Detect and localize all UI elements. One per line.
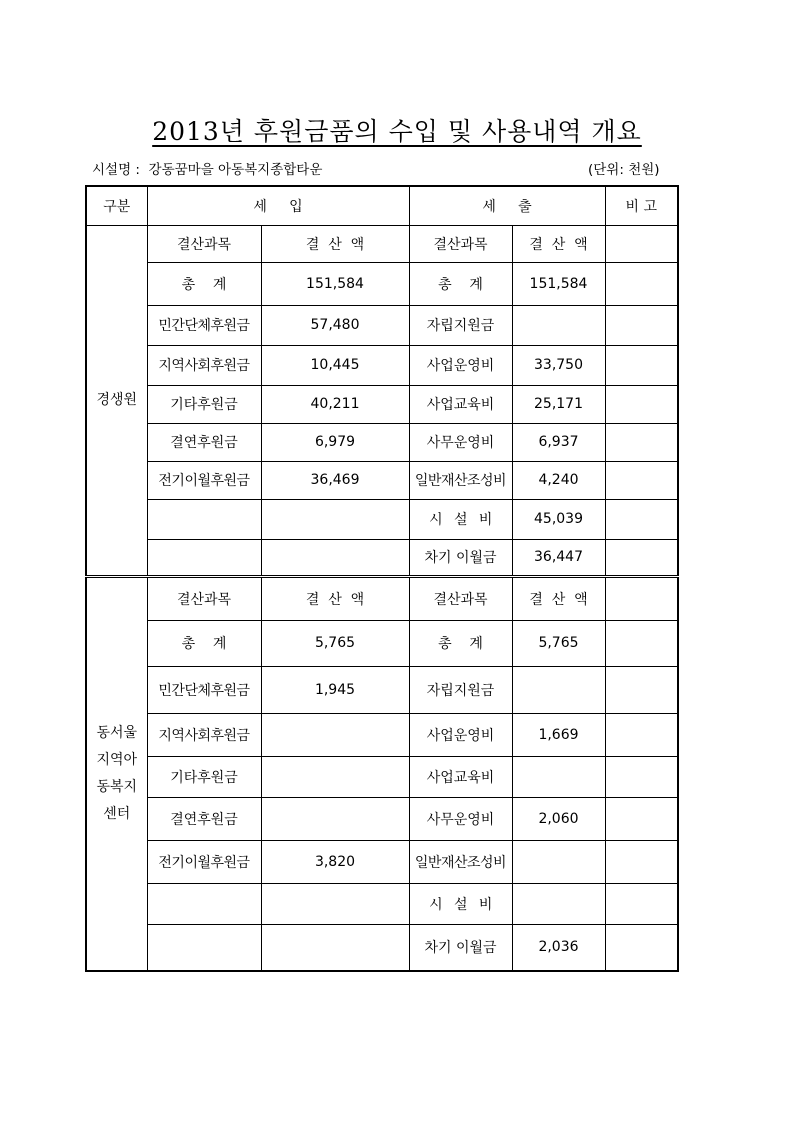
header-remarks: 비 고	[605, 186, 678, 225]
expense-item: 사업교육비	[409, 756, 512, 797]
table-row	[86, 713, 678, 756]
expense-item: 사업운영비	[409, 713, 512, 756]
remarks-cell	[605, 345, 678, 385]
remarks-cell	[605, 666, 678, 713]
income-amount: 1,945	[261, 666, 409, 713]
expense-item: 차기 이월금	[409, 539, 512, 576]
table-row	[86, 797, 678, 840]
income-item: 결연후원금	[147, 797, 261, 840]
subheader-expense-amount: 결 산 액	[512, 225, 605, 262]
income-amount: 10,445	[261, 345, 409, 385]
subheader-row	[86, 576, 678, 620]
expense-item: 사업교육비	[409, 385, 512, 423]
income-amount: 57,480	[261, 305, 409, 345]
income-amount	[261, 883, 409, 924]
expense-amount: 6,937	[512, 423, 605, 461]
header-income: 세 입	[147, 186, 409, 225]
subheader-row	[86, 225, 678, 262]
expense-amount: 5,765	[512, 620, 605, 666]
income-item: 총 계	[147, 262, 261, 305]
remarks-cell	[605, 924, 678, 971]
expense-item: 사무운영비	[409, 423, 512, 461]
header-expense: 세 출	[409, 186, 605, 225]
remarks-cell	[605, 262, 678, 305]
income-amount	[261, 797, 409, 840]
remarks-cell	[605, 576, 678, 620]
expense-item: 자립지원금	[409, 666, 512, 713]
subheader-expense-item: 결산과목	[409, 225, 512, 262]
page-title: 2013년 후원금품의 수입 및 사용내역 개요	[152, 117, 642, 146]
table-row	[86, 499, 678, 539]
income-item: 민간단체후원금	[147, 305, 261, 345]
unit-label: (단위: 천원)	[588, 162, 660, 178]
expense-amount	[512, 756, 605, 797]
expense-amount: 36,447	[512, 539, 605, 576]
remarks-cell	[605, 756, 678, 797]
income-item: 기타후원금	[147, 385, 261, 423]
expense-amount: 4,240	[512, 461, 605, 499]
remarks-cell	[605, 385, 678, 423]
table-row	[86, 262, 678, 305]
income-amount	[261, 539, 409, 576]
subheader-income-amount: 결 산 액	[261, 225, 409, 262]
remarks-cell	[605, 539, 678, 576]
income-amount: 36,469	[261, 461, 409, 499]
expense-item: 사업운영비	[409, 345, 512, 385]
income-item	[147, 883, 261, 924]
income-amount	[261, 499, 409, 539]
remarks-cell	[605, 883, 678, 924]
group-name-line: 동서울	[96, 724, 138, 741]
income-item	[147, 499, 261, 539]
expense-amount: 151,584	[512, 262, 605, 305]
remarks-cell	[605, 305, 678, 345]
expense-item: 총 계	[409, 262, 512, 305]
table-row	[86, 924, 678, 971]
expense-amount: 45,039	[512, 499, 605, 539]
subheader-expense-item: 결산과목	[409, 576, 512, 620]
table-row	[86, 756, 678, 797]
table-row	[86, 423, 678, 461]
table-row	[86, 345, 678, 385]
expense-amount	[512, 666, 605, 713]
income-amount: 40,211	[261, 385, 409, 423]
subheader-expense-amount: 결 산 액	[512, 576, 605, 620]
group-name-line: 지역아	[96, 751, 138, 768]
remarks-cell	[605, 225, 678, 262]
income-item	[147, 539, 261, 576]
income-item: 지역사회후원금	[147, 345, 261, 385]
expense-item: 총 계	[409, 620, 512, 666]
expense-item: 시 설 비	[409, 883, 512, 924]
expense-amount: 1,669	[512, 713, 605, 756]
income-amount: 3,820	[261, 840, 409, 883]
expense-item: 자립지원금	[409, 305, 512, 345]
table-row	[86, 385, 678, 423]
facility-name: 시설명 : 강동꿈마을 아동복지종합타운	[92, 162, 323, 178]
expense-amount: 33,750	[512, 345, 605, 385]
income-amount	[261, 756, 409, 797]
expense-amount	[512, 305, 605, 345]
remarks-cell	[605, 797, 678, 840]
expense-amount: 25,171	[512, 385, 605, 423]
expense-item: 일반재산조성비	[409, 840, 512, 883]
subheader-income-item: 결산과목	[147, 576, 261, 620]
table-row	[86, 620, 678, 666]
income-item: 전기이월후원금	[147, 840, 261, 883]
income-amount	[261, 924, 409, 971]
expense-item: 차기 이월금	[409, 924, 512, 971]
group-name	[86, 576, 147, 971]
group-name	[86, 225, 147, 576]
remarks-cell	[605, 713, 678, 756]
table-row	[86, 666, 678, 713]
subheader-income-amount: 결 산 액	[261, 576, 409, 620]
expense-amount: 2,036	[512, 924, 605, 971]
table-row	[86, 539, 678, 576]
income-item: 지역사회후원금	[147, 713, 261, 756]
remarks-cell	[605, 499, 678, 539]
group-name-line: 경생원	[96, 391, 138, 408]
income-item: 전기이월후원금	[147, 461, 261, 499]
income-item	[147, 924, 261, 971]
expense-amount	[512, 840, 605, 883]
remarks-cell	[605, 840, 678, 883]
table-row	[86, 840, 678, 883]
group-name-line: 센터	[103, 805, 131, 822]
income-amount: 5,765	[261, 620, 409, 666]
expense-amount	[512, 883, 605, 924]
table-row	[86, 461, 678, 499]
income-item: 총 계	[147, 620, 261, 666]
income-item: 기타후원금	[147, 756, 261, 797]
expense-amount: 2,060	[512, 797, 605, 840]
header-category: 구분	[86, 186, 147, 225]
remarks-cell	[605, 620, 678, 666]
remarks-cell	[605, 423, 678, 461]
income-amount: 151,584	[261, 262, 409, 305]
donation-summary-table	[85, 185, 679, 972]
expense-item: 사무운영비	[409, 797, 512, 840]
expense-item: 일반재산조성비	[409, 461, 512, 499]
income-amount	[261, 713, 409, 756]
table-header-row	[86, 186, 678, 225]
remarks-cell	[605, 461, 678, 499]
table-row	[86, 883, 678, 924]
expense-item: 시 설 비	[409, 499, 512, 539]
group-name-line: 동복지	[96, 778, 138, 795]
subheader-income-item: 결산과목	[147, 225, 261, 262]
table-row	[86, 305, 678, 345]
income-item: 결연후원금	[147, 423, 261, 461]
income-item: 민간단체후원금	[147, 666, 261, 713]
income-amount: 6,979	[261, 423, 409, 461]
